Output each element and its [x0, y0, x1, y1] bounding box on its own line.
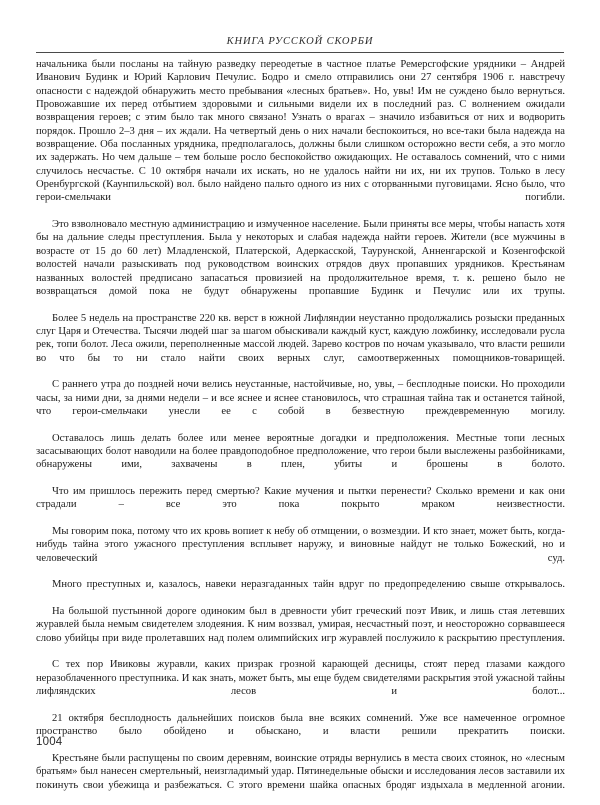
body-paragraph: Крестьяне были распущены по своим деревням, воинские отряды вернулись в места своих стоянок, но «лесным братьям» был нанесен смертельный, неизгладимый удар. Пятинедельные обыски и исследования лесов заставили их покинуть свои убежища и разбежаться. С этого времени шайка опасных бродяг издыхала в медленной агонии. — [36, 752, 565, 791]
body-paragraph: Мы говорим пока, потому что их кровь вопиет к небу об отмщении, о возмездии. И кто знает, может быть, когда-нибудь тайна этого ужасного преступления всплывет наружу, и виновные найдут не только Божеский, но и человеческий суд. — [36, 526, 565, 564]
body-paragraph: На большой пустынной дороге одиноким был в древности убит греческий поэт Ивик, и лишь стая летевших журавлей была немым свидетелем злодеяния. К ним воззвал, умирая, несчастный поэт, и неосторожно сорвавшееся слово убийцы при виде пролетавших над полем олимпийских игр журавлей послужило к раскрытию преступления. — [36, 606, 565, 644]
body-paragraph: Много преступных и, казалось, навеки неразгаданных тайн вдруг по предопределению свыше открывалось. — [52, 579, 565, 591]
running-head: КНИГА РУССКОЙ СКОРБИ — [226, 36, 374, 47]
body-paragraph: Это взволновало местную администрацию и измученное население. Были приняты все меры, чтобы напасть хотя бы на дальние следы преступления. Была у некоторых и слабая надежда найти героев. Жители (все мужчины в возрасте от 15 до 60 лет) Младленской, Платерской, Адеркасской, Таурунской, Анненгарской и Козенгофской волостей начали разыскивать под руководством воинских отрядов двух пропавших урядников. Крестьянам названных волостей предписано запасаться провизией на продолжительное время, т. к. решено было не возвращаться домой пока не будут обнаружены пропавшие Будинк и Печулис или их трупы. — [36, 219, 565, 297]
body-paragraph: С тех пор Ивиковы журавли, каких призрак грозной карающей десницы, стоят перед глазами каждого неразоблаченного преступника. И как знать, может быть, мы еще будем свидетелями раскрытия этой ужасной тайны лифляндских лесов и болот... — [36, 659, 565, 698]
body-text-block — [36, 58, 565, 805]
page-number: 1004 — [36, 736, 63, 748]
body-paragraph: С раннего утра до поздней ночи велись неустанные, настойчивые, но, увы, – бесплодные поиски. Но проходили часы, за ними дни, за днями недели – и все яснее и яснее становилось, что страшная тайна так и останется тайной, что герои-смельчаки унесли ее с собой в безвестную преждевременную могилу. — [36, 379, 565, 417]
body-paragraph: начальника были посланы на тайную разведку переодетые в частное платье Ремерсгофские урядники – Андрей Иванович Будинк и Юрий Карлович Печулис. Бодро и смело отправились они 27 сентября 1906 г. навстречу опасности с надеждой обнаружить место пребывания «лесных братьев». Но, увы! Им не суждено было вернуться. Провожавшие их перед отбытием здоровыми и сильными видели их в последний раз. С волнением ожидали возвращения героев; с этим было так много связано! Узнать о врагах – значило избавиться от них и водворить порядок. Прошло 2–3 дня – их ждали. На четвертый день о них начали беспокоиться, но все-таки была надежда на возвращение. Оба посланных урядника, предполагалось, должны были слишком осторожно вести себя, а это могло их задержать. Но чем дальше – тем больше росло беспокойство ожидающих. Не оставалось сомнений, что с ними случилось несчастье. С 10 октября начали их искать, но не удалось найти ни их, ни их трупов. Только в лесу Оренбургской (Каунпильской) вол. было найдено пальто одного из них с оторванными пуговицами. Ясно было, что герои-смельчаки погибли. — [36, 59, 565, 204]
header-rule — [36, 52, 564, 53]
body-paragraph: 21 октября бесплодность дальнейших поисков была вне всяких сомнений. Уже все намеченное огромное пространство было обойдено и обыскано, и власти решили прекратить поиски. — [36, 712, 565, 738]
body-paragraph: Оставалось лишь делать более или менее вероятные догадки и предположения. Местные топи лесных засасывающих болот наводили на более правдоподобное предположение, что герои были выслежены разбойниками, обнаружены ими, захвачены в плен, убиты и брошены в болото. — [36, 432, 565, 471]
body-paragraph: Более 5 недель на пространстве 220 кв. верст в южной Лифляндии неустанно продолжались розыски преданных слуг Царя и Отечества. Тысячи людей шаг за шагом обыскивали каждый куст, каждую ложбинку, исследовали русла рек, топи болот. Леса ожили, переполненные массой людей. Зарево костров по ночам указывало, что власти решили во что бы то ни стало найти своих верных слуг, самоотверженных помощников-товарищей. — [36, 312, 565, 364]
body-paragraph: Что им пришлось пережить перед смертью? Какие мучения и пытки перенести? Сколько времени и как они страдали – все это пока покрыто мраком неизвестности. — [36, 486, 565, 511]
